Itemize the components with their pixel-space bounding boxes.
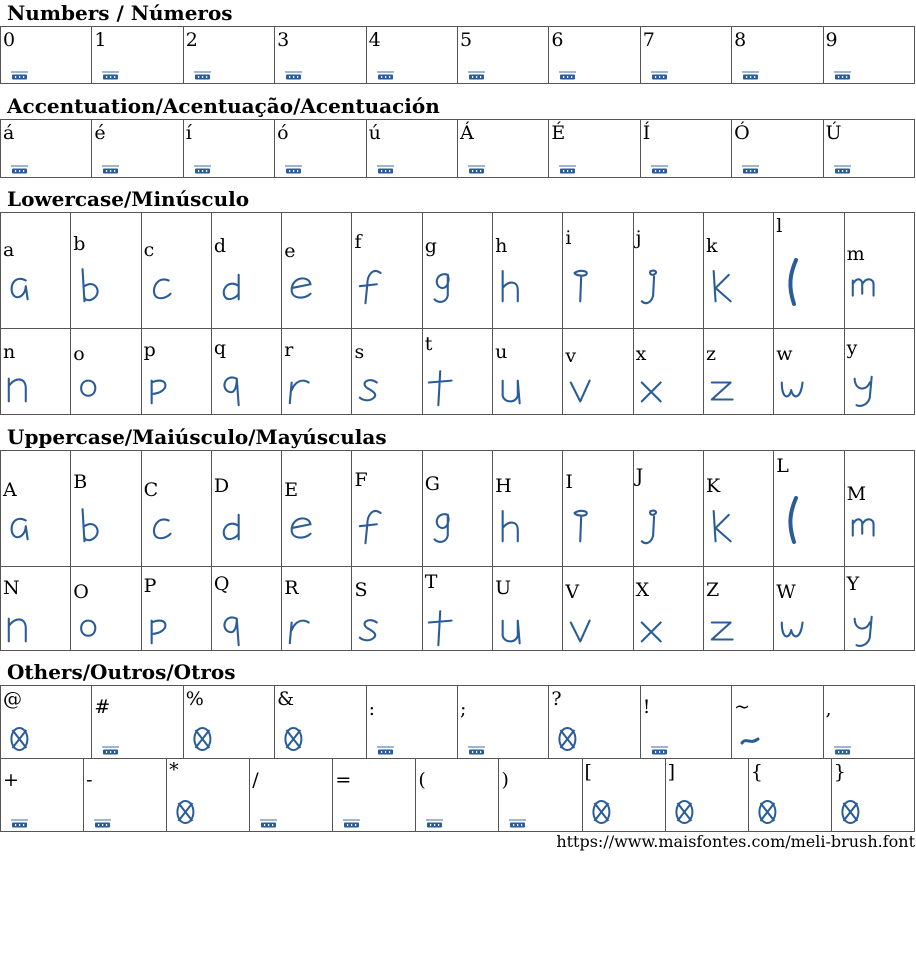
glyph-label: r — [284, 339, 294, 361]
handwritten-glyph-icon — [5, 507, 39, 551]
handwritten-glyph-icon — [497, 369, 531, 413]
glyph-label: ó — [277, 122, 289, 144]
handwritten-glyph-icon — [146, 369, 180, 413]
glyph-label: b — [73, 233, 86, 255]
glyph-cell — [457, 27, 548, 84]
personal-use-badge — [260, 819, 277, 828]
glyph-label: Q — [213, 573, 230, 595]
glyph-cell — [352, 329, 422, 415]
glyph-cell — [582, 759, 665, 832]
glyph-cell — [282, 567, 352, 651]
handwritten-glyph-icon — [849, 267, 883, 311]
handwritten-glyph-icon — [638, 267, 672, 311]
glyph-cell — [422, 213, 492, 329]
numbers-grid — [0, 26, 915, 84]
glyph-cell — [831, 759, 914, 832]
personal-use-badge — [194, 71, 211, 80]
glyph-label: 6 — [551, 29, 564, 51]
glyph-label: o — [73, 343, 85, 365]
glyph-cell — [141, 329, 211, 415]
handwritten-glyph-icon — [5, 369, 39, 413]
glyph-label: - — [86, 769, 93, 791]
glyph-label: á — [3, 122, 15, 144]
glyph-cell — [844, 567, 914, 651]
glyph-label: l — [776, 215, 783, 237]
glyph-cell — [703, 567, 773, 651]
glyph-label: f — [354, 231, 362, 253]
glyph-cell — [823, 686, 914, 759]
glyph-cell — [141, 567, 211, 651]
handwritten-glyph-icon — [75, 609, 109, 651]
glyph-cell — [633, 213, 703, 329]
tilde-glyph-icon — [740, 736, 760, 746]
glyph-cell — [422, 567, 492, 651]
personal-use-badge — [742, 165, 759, 174]
handwritten-glyph-icon — [567, 369, 601, 413]
personal-use-badge — [468, 71, 485, 80]
glyph-cell — [92, 686, 183, 759]
glyph-label: { — [750, 761, 763, 783]
personal-use-badge — [834, 746, 851, 755]
handwritten-glyph-icon — [638, 507, 672, 551]
personal-use-badge — [651, 165, 668, 174]
glyph-cell — [71, 567, 141, 651]
glyph-cell — [352, 213, 422, 329]
glyph-label: E — [284, 479, 299, 501]
others-grid-2 — [0, 758, 915, 832]
handwritten-glyph-icon — [849, 609, 883, 651]
glyph-cell — [211, 213, 281, 329]
personal-use-badge — [559, 165, 576, 174]
glyph-label: ! — [642, 696, 651, 718]
glyph-label: ; — [459, 698, 467, 720]
personal-use-badge — [377, 746, 394, 755]
glyph-label: W — [776, 581, 796, 603]
personal-use-badge — [468, 746, 485, 755]
glyph-label: N — [3, 577, 20, 599]
glyph-label: 8 — [734, 29, 747, 51]
glyph-cell — [275, 27, 366, 84]
glyph-cell — [633, 567, 703, 651]
glyph-label: D — [213, 475, 230, 497]
glyph-label: Ú — [825, 122, 842, 144]
personal-use-badge — [651, 746, 668, 755]
glyph-cell — [774, 451, 844, 567]
glyph-cell — [282, 451, 352, 567]
glyph-cell — [732, 686, 823, 759]
glyph-cell — [71, 451, 141, 567]
glyph-label: Z — [705, 579, 720, 601]
glyph-label: = — [335, 769, 352, 791]
personal-use-badge — [94, 819, 111, 828]
glyph-label: & — [277, 688, 295, 710]
glyph-label: S — [354, 579, 368, 601]
glyph-cell — [457, 120, 548, 178]
handwritten-glyph-icon — [216, 369, 250, 413]
glyph-cell — [774, 329, 844, 415]
source-url: https://www.maisfontes.com/meli-brush.font — [556, 832, 915, 851]
glyph-cell — [563, 451, 633, 567]
glyph-label: ( — [418, 769, 426, 791]
missing-glyph-icon — [192, 726, 213, 752]
glyph-label: } — [833, 761, 846, 783]
handwritten-glyph-icon — [356, 369, 390, 413]
glyph-label: n — [3, 341, 16, 363]
personal-use-badge — [426, 819, 443, 828]
glyph-label: ? — [551, 688, 562, 710]
personal-use-badge — [102, 71, 119, 80]
handwritten-glyph-icon — [638, 609, 672, 651]
glyph-cell — [457, 686, 548, 759]
glyph-label: J — [635, 465, 644, 487]
glyph-label: ] — [667, 761, 676, 783]
glyph-label: ú — [368, 122, 381, 144]
handwritten-glyph-icon — [356, 267, 390, 311]
missing-glyph-icon — [591, 799, 612, 825]
glyph-cell — [416, 759, 499, 832]
glyph-cell — [333, 759, 416, 832]
handwritten-glyph-icon — [778, 369, 812, 413]
missing-glyph-icon — [840, 799, 861, 825]
glyph-label: u — [495, 341, 508, 363]
accents-title: Accentuation/Acentuação/Acentuación — [7, 94, 440, 118]
glyph-cell — [366, 686, 457, 759]
glyph-label: q — [213, 337, 227, 359]
personal-use-badge — [343, 819, 360, 828]
glyph-cell — [493, 329, 563, 415]
glyph-label: Á — [459, 122, 474, 144]
missing-glyph-icon — [557, 726, 578, 752]
missing-glyph-icon — [757, 799, 778, 825]
personal-use-badge — [377, 165, 394, 174]
glyph-cell — [499, 759, 582, 832]
glyph-label: 2 — [185, 29, 198, 51]
glyph-cell — [352, 451, 422, 567]
personal-use-badge — [11, 165, 28, 174]
personal-use-badge — [102, 165, 119, 174]
glyph-label: / — [252, 769, 259, 791]
glyph-label: x — [635, 343, 647, 365]
glyph-cell — [422, 451, 492, 567]
missing-glyph-icon — [9, 726, 30, 752]
glyph-cell — [92, 27, 183, 84]
handwritten-glyph-icon — [427, 609, 461, 651]
glyph-label: L — [776, 455, 789, 477]
glyph-cell — [250, 759, 333, 832]
glyph-label: : — [368, 698, 375, 720]
glyph-cell — [183, 27, 274, 84]
personal-use-badge — [285, 165, 302, 174]
glyph-cell — [732, 27, 823, 84]
handwritten-glyph-icon — [356, 507, 390, 551]
glyph-label: @ — [3, 688, 22, 710]
glyph-label: g — [424, 235, 437, 257]
glyph-cell — [1, 451, 71, 567]
glyph-label: U — [495, 577, 512, 599]
glyph-label: 3 — [277, 29, 290, 51]
handwritten-glyph-icon — [146, 609, 180, 651]
glyph-label: G — [424, 473, 440, 495]
glyph-label: z — [705, 343, 716, 365]
glyph-cell — [366, 120, 457, 178]
glyph-label: 9 — [825, 29, 838, 51]
glyph-cell — [275, 120, 366, 178]
missing-glyph-icon — [175, 799, 196, 825]
glyph-label: i — [565, 227, 572, 249]
accents-grid — [0, 119, 915, 178]
glyph-label: é — [94, 122, 106, 144]
handwritten-glyph-icon — [708, 507, 742, 551]
handwritten-glyph-icon — [5, 609, 39, 651]
handwritten-glyph-icon — [427, 507, 461, 551]
glyph-label: 5 — [459, 29, 473, 51]
glyph-cell — [1, 567, 71, 651]
glyph-cell — [703, 329, 773, 415]
glyph-cell — [563, 567, 633, 651]
glyph-cell — [493, 567, 563, 651]
glyph-cell — [84, 759, 167, 832]
glyph-cell — [748, 759, 831, 832]
glyph-label: Y — [846, 573, 860, 595]
handwritten-glyph-icon — [286, 369, 320, 413]
personal-use-badge — [834, 71, 851, 80]
glyph-label: Í — [642, 122, 651, 144]
glyph-cell — [774, 213, 844, 329]
others-title: Others/Outros/Otros — [7, 660, 236, 684]
handwritten-glyph-icon — [849, 507, 883, 551]
personal-use-badge — [468, 165, 485, 174]
glyph-cell — [352, 567, 422, 651]
personal-use-badge — [285, 71, 302, 80]
glyph-label: j — [635, 227, 642, 249]
glyph-cell — [183, 686, 274, 759]
glyph-label: X — [635, 579, 650, 601]
glyph-label: M — [846, 483, 867, 505]
handwritten-glyph-icon — [849, 369, 883, 413]
glyph-cell — [141, 451, 211, 567]
glyph-cell — [549, 27, 640, 84]
glyph-cell — [275, 686, 366, 759]
glyph-label: B — [73, 471, 88, 493]
glyph-label: 1 — [94, 29, 107, 51]
glyph-cell — [493, 451, 563, 567]
glyph-cell — [703, 451, 773, 567]
handwritten-glyph-icon — [778, 609, 812, 651]
glyph-cell — [282, 213, 352, 329]
handwritten-glyph-icon — [708, 609, 742, 651]
glyph-cell — [640, 686, 731, 759]
glyph-label: R — [284, 577, 299, 599]
glyph-label: O — [73, 581, 89, 603]
glyph-label: K — [705, 475, 721, 497]
glyph-cell — [141, 213, 211, 329]
handwritten-glyph-icon — [497, 507, 531, 551]
handwritten-glyph-icon — [497, 267, 531, 311]
glyph-label: C — [143, 479, 159, 501]
glyph-label: d — [213, 235, 227, 257]
personal-use-badge — [651, 71, 668, 80]
handwritten-glyph-icon — [567, 609, 601, 651]
glyph-label: I — [565, 471, 573, 493]
handwritten-glyph-icon — [75, 267, 109, 311]
handwritten-glyph-icon — [75, 507, 109, 551]
personal-use-badge — [509, 819, 526, 828]
glyph-cell — [549, 686, 640, 759]
glyph-label: p — [143, 339, 156, 361]
glyph-label: + — [3, 769, 19, 791]
glyph-cell — [282, 329, 352, 415]
handwritten-glyph-icon — [216, 609, 250, 651]
glyph-label: # — [94, 696, 111, 718]
glyph-cell — [1, 120, 92, 178]
glyph-cell — [823, 120, 914, 178]
glyph-label: * — [169, 759, 179, 781]
glyph-cell — [703, 213, 773, 329]
glyph-label: Ó — [734, 122, 750, 144]
glyph-cell — [1, 27, 92, 84]
personal-use-badge — [194, 165, 211, 174]
glyph-cell — [167, 759, 250, 832]
glyph-cell — [71, 213, 141, 329]
glyph-label: 7 — [642, 29, 655, 51]
glyph-label: s — [354, 341, 365, 363]
glyph-label: m — [846, 243, 865, 265]
handwritten-glyph-icon — [778, 253, 808, 313]
glyph-label: [ — [584, 761, 592, 783]
glyph-cell — [844, 329, 914, 415]
glyph-label: , — [825, 698, 832, 720]
personal-use-badge — [742, 71, 759, 80]
glyph-label: F — [354, 469, 368, 491]
glyph-cell — [640, 27, 731, 84]
glyph-label: e — [284, 240, 296, 262]
glyph-cell — [92, 120, 183, 178]
glyph-cell — [422, 329, 492, 415]
glyph-label: P — [143, 575, 157, 597]
handwritten-glyph-icon — [567, 267, 601, 311]
numbers-title: Numbers / Números — [7, 1, 233, 25]
glyph-label: v — [565, 345, 577, 367]
handwritten-glyph-icon — [286, 609, 320, 651]
handwritten-glyph-icon — [216, 267, 250, 311]
handwritten-glyph-icon — [75, 369, 109, 413]
glyph-label: A — [3, 479, 17, 501]
handwritten-glyph-icon — [286, 507, 320, 551]
glyph-cell — [844, 451, 914, 567]
glyph-label: c — [143, 239, 155, 261]
glyph-cell — [665, 759, 748, 832]
glyph-label: 4 — [368, 29, 381, 51]
handwritten-glyph-icon — [146, 267, 180, 311]
glyph-cell — [1, 759, 84, 832]
glyph-cell — [1, 686, 92, 759]
handwritten-glyph-icon — [497, 609, 531, 651]
glyph-label: y — [846, 337, 858, 359]
lowercase-title: Lowercase/Minúsculo — [7, 187, 250, 211]
handwritten-glyph-icon — [216, 507, 250, 551]
personal-use-badge — [102, 746, 119, 755]
personal-use-badge — [834, 165, 851, 174]
glyph-cell — [1, 329, 71, 415]
glyph-label: É — [551, 122, 566, 144]
glyph-label: a — [3, 239, 15, 261]
glyph-cell — [633, 451, 703, 567]
glyph-cell — [774, 567, 844, 651]
glyph-cell — [1, 213, 71, 329]
glyph-cell — [183, 120, 274, 178]
personal-use-badge — [377, 71, 394, 80]
lowercase-grid — [0, 212, 915, 415]
glyph-cell — [71, 329, 141, 415]
handwritten-glyph-icon — [5, 267, 39, 311]
handwritten-glyph-icon — [778, 491, 808, 551]
handwritten-glyph-icon — [567, 507, 601, 551]
personal-use-badge — [11, 71, 28, 80]
glyph-cell — [549, 120, 640, 178]
glyph-cell — [633, 329, 703, 415]
personal-use-badge — [559, 71, 576, 80]
glyph-label: t — [424, 333, 433, 355]
glyph-label: ~ — [734, 696, 751, 718]
handwritten-glyph-icon — [356, 609, 390, 651]
glyph-cell — [211, 567, 281, 651]
handwritten-glyph-icon — [708, 369, 742, 413]
handwritten-glyph-icon — [638, 369, 672, 413]
glyph-label: % — [185, 688, 204, 710]
glyph-cell — [211, 451, 281, 567]
glyph-label: T — [424, 571, 438, 593]
handwritten-glyph-icon — [427, 267, 461, 311]
glyph-label: k — [705, 235, 718, 257]
glyph-cell — [640, 120, 731, 178]
glyph-cell — [493, 213, 563, 329]
glyph-cell — [563, 213, 633, 329]
glyph-label: V — [565, 581, 580, 603]
others-grid-1 — [0, 685, 915, 759]
handwritten-glyph-icon — [286, 267, 320, 311]
glyph-label: ) — [501, 769, 509, 791]
personal-use-badge — [11, 819, 28, 828]
handwritten-glyph-icon — [708, 267, 742, 311]
glyph-cell — [732, 120, 823, 178]
handwritten-glyph-icon — [427, 369, 461, 413]
missing-glyph-icon — [674, 799, 695, 825]
glyph-label: h — [495, 235, 508, 257]
glyph-label: 0 — [3, 29, 16, 51]
uppercase-title: Uppercase/Maiúsculo/Mayúsculas — [7, 425, 387, 449]
glyph-label: w — [776, 343, 793, 365]
glyph-cell — [366, 27, 457, 84]
missing-glyph-icon — [283, 726, 304, 752]
uppercase-grid — [0, 450, 915, 651]
glyph-cell — [563, 329, 633, 415]
glyph-cell — [844, 213, 914, 329]
glyph-cell — [211, 329, 281, 415]
glyph-cell — [823, 27, 914, 84]
handwritten-glyph-icon — [146, 507, 180, 551]
glyph-label: í — [185, 122, 192, 144]
glyph-label: H — [495, 475, 512, 497]
